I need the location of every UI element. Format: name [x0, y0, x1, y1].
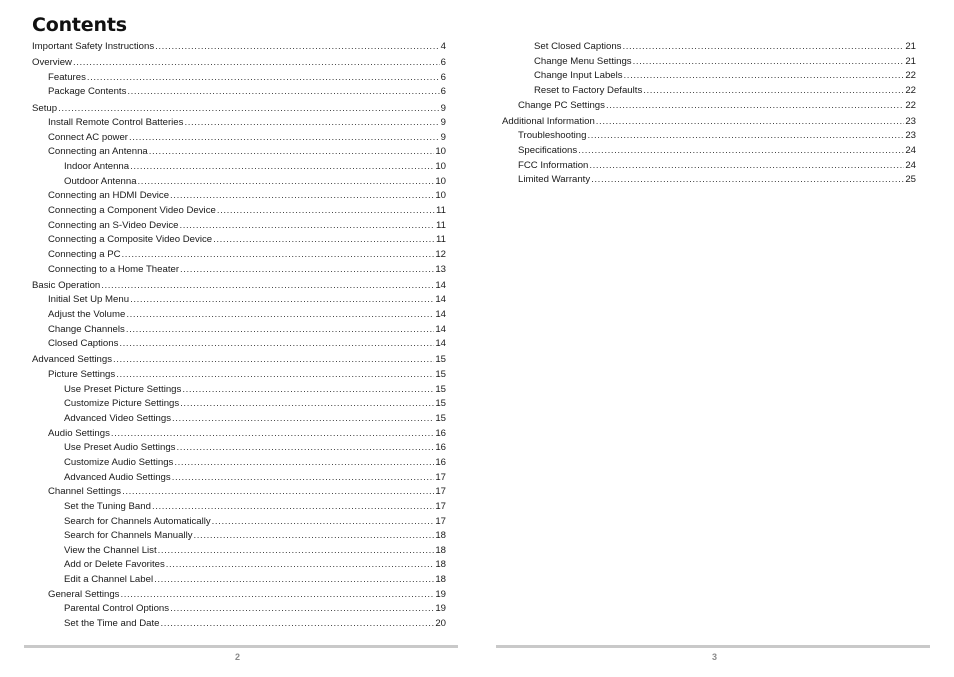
toc-entry-page: 16: [435, 442, 446, 454]
toc-right-column: [502, 40, 916, 188]
toc-entry-title: Adjust the Volume: [48, 309, 126, 321]
toc-entry[interactable]: [32, 204, 446, 219]
toc-entry-page: 9: [440, 131, 446, 143]
toc-entry-page: 6: [440, 71, 446, 83]
toc-entry[interactable]: [32, 145, 446, 160]
toc-dot-leader: [194, 529, 435, 544]
toc-entry-title: Change Channels: [48, 323, 125, 335]
toc-entry-page: 24: [905, 144, 916, 156]
toc-entry[interactable]: [32, 189, 446, 204]
toc-entry[interactable]: [32, 323, 446, 338]
toc-entry-title: Change PC Settings: [518, 99, 605, 111]
toc-dot-leader: [184, 116, 439, 131]
toc-entry-title: Advanced Video Settings: [64, 413, 172, 425]
footer-rule-left: [24, 645, 458, 648]
toc-entry[interactable]: [32, 293, 446, 308]
toc-entry[interactable]: [32, 441, 446, 456]
toc-dot-leader: [624, 69, 905, 84]
toc-entry-page: 15: [435, 398, 446, 410]
toc-dot-leader: [101, 279, 434, 294]
toc-entry-title: Initial Set Up Menu: [48, 294, 130, 306]
toc-entry[interactable]: [502, 99, 916, 114]
toc-entry-title: Specifications: [518, 144, 578, 156]
toc-entry-page: 10: [435, 146, 446, 158]
toc-entry-page: 15: [435, 383, 446, 395]
page-number-right: 3: [712, 652, 718, 662]
toc-entry-title: Add or Delete Favorites: [64, 559, 165, 571]
toc-entry-title: View the Channel List: [64, 544, 157, 556]
toc-entry[interactable]: [32, 573, 446, 588]
toc-dot-leader: [122, 485, 434, 500]
toc-entry-page: 18: [435, 544, 446, 556]
toc-entry-title: Change Menu Settings: [534, 55, 632, 67]
toc-entry-page: 10: [435, 190, 446, 202]
toc-entry-page: 17: [435, 486, 446, 498]
toc-dot-leader: [160, 617, 434, 632]
toc-entry-title: Set the Time and Date: [64, 617, 160, 629]
toc-entry-page: 11: [436, 205, 446, 217]
toc-entry[interactable]: [32, 40, 446, 55]
toc-dot-leader: [170, 189, 434, 204]
toc-entry[interactable]: [32, 175, 446, 190]
toc-entry[interactable]: [502, 159, 916, 174]
toc-entry-title: Picture Settings: [48, 369, 116, 381]
toc-entry-title: Basic Operation: [32, 279, 101, 291]
toc-dot-leader: [643, 84, 904, 99]
toc-dot-leader: [155, 40, 440, 55]
toc-entry-title: Use Preset Picture Settings: [64, 383, 182, 395]
toc-entry-page: 22: [905, 84, 916, 96]
toc-entry-title: Parental Control Options: [64, 603, 170, 615]
toc-dot-leader: [149, 145, 435, 160]
toc-entry[interactable]: [502, 40, 916, 55]
toc-dot-leader: [606, 99, 904, 114]
toc-entry-page: 14: [435, 279, 446, 291]
toc-dot-leader: [154, 573, 434, 588]
toc-entry[interactable]: [32, 456, 446, 471]
toc-dot-leader: [129, 131, 440, 146]
toc-entry[interactable]: [32, 116, 446, 131]
toc-entry-title: Reset to Factory Defaults: [534, 84, 643, 96]
toc-dot-leader: [152, 500, 434, 515]
toc-entry[interactable]: [32, 308, 446, 323]
page-number-left: 2: [235, 652, 241, 662]
toc-entry-page: 10: [435, 175, 446, 187]
toc-entry-page: 22: [905, 70, 916, 82]
toc-entry-title: Connecting a Composite Video Device: [48, 234, 213, 246]
toc-entry-title: Troubleshooting: [518, 130, 587, 142]
toc-dot-leader: [119, 337, 434, 352]
toc-entry-page: 23: [905, 115, 916, 127]
toc-entry[interactable]: [32, 544, 446, 559]
toc-dot-leader: [130, 293, 434, 308]
toc-entry[interactable]: [32, 412, 446, 427]
toc-entry[interactable]: [32, 263, 446, 278]
toc-dot-leader: [126, 323, 435, 338]
toc-dot-leader: [180, 219, 436, 234]
toc-entry[interactable]: [32, 248, 446, 263]
toc-entry[interactable]: [32, 471, 446, 486]
toc-entry[interactable]: [32, 219, 446, 234]
toc-dot-leader: [120, 588, 434, 603]
toc-entry[interactable]: [32, 485, 446, 500]
toc-entry-title: Search for Channels Manually: [64, 530, 193, 542]
toc-dot-leader: [158, 544, 435, 559]
toc-entry-page: 23: [905, 130, 916, 142]
toc-entry-title: Overview: [32, 57, 72, 69]
toc-entry[interactable]: [32, 558, 446, 573]
toc-entry-title: Package Contents: [48, 86, 127, 98]
toc-entry[interactable]: [502, 84, 916, 99]
toc-entry[interactable]: [32, 588, 446, 603]
toc-dot-leader: [180, 263, 434, 278]
toc-dot-leader: [113, 353, 434, 368]
toc-entry[interactable]: [502, 55, 916, 70]
toc-entry-page: 22: [905, 99, 916, 111]
toc-entry-page: 6: [440, 57, 446, 69]
toc-entry-title: Customize Picture Settings: [64, 398, 180, 410]
toc-entry-title: Important Safety Instructions: [32, 41, 155, 52]
toc-dot-leader: [596, 115, 905, 130]
toc-entry-title: Additional Information: [502, 115, 595, 127]
toc-dot-leader: [587, 129, 904, 144]
toc-dot-leader: [138, 175, 435, 190]
toc-entry[interactable]: [32, 427, 446, 442]
toc-dot-leader: [170, 602, 434, 617]
toc-dot-leader: [622, 40, 904, 55]
toc-entry-page: 15: [435, 369, 446, 381]
toc-entry-page: 17: [435, 500, 446, 512]
toc-entry-page: 11: [436, 219, 446, 231]
toc-dot-leader: [591, 173, 904, 188]
toc-dot-leader: [87, 71, 440, 86]
toc-dot-leader: [126, 308, 434, 323]
toc-entry[interactable]: [32, 85, 446, 100]
toc-entry[interactable]: [32, 368, 446, 383]
toc-entry[interactable]: [32, 131, 446, 146]
toc-entry-page: 24: [905, 159, 916, 171]
toc-entry-title: Advanced Audio Settings: [64, 471, 171, 483]
toc-entry-page: 9: [440, 117, 446, 129]
toc-entry-page: 9: [440, 102, 446, 114]
toc-entry[interactable]: [502, 115, 916, 130]
toc-entry-page: 4: [440, 41, 446, 52]
toc-dot-leader: [174, 456, 434, 471]
toc-entry[interactable]: [502, 129, 916, 144]
toc-entry-page: 14: [435, 294, 446, 306]
toc-entry[interactable]: [32, 602, 446, 617]
toc-entry-title: Audio Settings: [48, 427, 110, 439]
toc-dot-leader: [127, 85, 439, 100]
toc-entry[interactable]: [32, 617, 446, 632]
toc-entry-title: Closed Captions: [48, 338, 119, 350]
toc-entry-page: 20: [435, 617, 446, 629]
toc-entry-title: Channel Settings: [48, 486, 122, 498]
toc-entry-title: Connect AC power: [48, 131, 128, 143]
toc-dot-leader: [73, 56, 440, 71]
toc-dot-leader: [172, 412, 434, 427]
toc-entry-title: Connecting an S-Video Device: [48, 219, 179, 231]
toc-entry[interactable]: [32, 515, 446, 530]
toc-entry-title: Change Input Labels: [534, 70, 623, 82]
toc-entry-page: 21: [905, 41, 916, 52]
toc-entry-title: Connecting an HDMI Device: [48, 190, 170, 202]
toc-dot-leader: [122, 248, 435, 263]
toc-entry-title: Features: [48, 71, 86, 83]
toc-entry-title: Customize Audio Settings: [64, 456, 174, 468]
toc-entry-page: 18: [435, 530, 446, 542]
toc-entry-page: 19: [435, 603, 446, 615]
toc-entry-page: 10: [435, 161, 446, 173]
toc-dot-leader: [633, 55, 905, 70]
toc-entry[interactable]: [32, 337, 446, 352]
toc-entry-title: Edit a Channel Label: [64, 574, 154, 586]
toc-entry-title: FCC Information: [518, 159, 589, 171]
toc-entry-title: Connecting an Antenna: [48, 146, 148, 158]
toc-dot-leader: [172, 471, 435, 486]
toc-entry[interactable]: [32, 71, 446, 86]
toc-entry[interactable]: [502, 144, 916, 159]
footer-rule-right: [496, 645, 930, 648]
toc-entry-title: Setup: [32, 102, 58, 114]
toc-entry-title: Indoor Antenna: [64, 161, 130, 173]
toc-entry-title: General Settings: [48, 588, 120, 600]
toc-entry-page: 13: [435, 263, 446, 275]
toc-dot-leader: [116, 368, 434, 383]
toc-dot-leader: [166, 558, 435, 573]
toc-entry-title: Limited Warranty: [518, 174, 591, 186]
toc-dot-leader: [58, 102, 440, 117]
toc-left-column: [32, 40, 446, 632]
toc-entry-title: Advanced Settings: [32, 354, 113, 366]
toc-entry-title: Connecting a PC: [48, 248, 121, 260]
toc-entry-page: 15: [435, 354, 446, 366]
toc-dot-leader: [212, 515, 435, 530]
toc-dot-leader: [182, 383, 434, 398]
toc-entry-page: 11: [436, 234, 446, 246]
toc-entry[interactable]: [502, 173, 916, 188]
toc-entry-page: 17: [435, 515, 446, 527]
toc-dot-leader: [589, 159, 904, 174]
toc-entry-page: 16: [435, 427, 446, 439]
toc-entry-title: Set the Tuning Band: [64, 500, 151, 512]
toc-entry-title: Set Closed Captions: [534, 41, 622, 52]
toc-dot-leader: [213, 233, 435, 248]
toc-entry-page: 21: [905, 55, 916, 67]
toc-entry[interactable]: [32, 279, 446, 294]
toc-entry[interactable]: [32, 500, 446, 515]
toc-entry-page: 14: [435, 323, 446, 335]
toc-entry[interactable]: [32, 102, 446, 117]
toc-entry[interactable]: [32, 383, 446, 398]
toc-entry[interactable]: [32, 397, 446, 412]
toc-entry[interactable]: [32, 56, 446, 71]
toc-entry-page: 12: [435, 248, 446, 260]
contents-title: Contents: [32, 14, 127, 36]
toc-entry-page: 18: [435, 559, 446, 571]
toc-dot-leader: [578, 144, 904, 159]
toc-entry-page: 14: [435, 309, 446, 321]
toc-entry[interactable]: [32, 233, 446, 248]
toc-dot-leader: [217, 204, 435, 219]
toc-entry-title: Install Remote Control Batteries: [48, 117, 184, 129]
toc-entry-page: 17: [435, 471, 446, 483]
toc-entry-page: 19: [435, 588, 446, 600]
toc-entry[interactable]: [32, 529, 446, 544]
toc-entry-page: 14: [435, 338, 446, 350]
toc-entry[interactable]: [502, 69, 916, 84]
toc-entry-title: Use Preset Audio Settings: [64, 442, 176, 454]
toc-entry-page: 18: [435, 574, 446, 586]
toc-dot-leader: [180, 397, 434, 412]
toc-dot-leader: [130, 160, 434, 175]
toc-entry-page: 6: [440, 86, 446, 98]
toc-entry[interactable]: [32, 353, 446, 368]
toc-entry-page: 25: [905, 174, 916, 186]
toc-dot-leader: [111, 427, 434, 442]
toc-entry-title: Connecting a Component Video Device: [48, 205, 216, 217]
toc-entry-title: Search for Channels Automatically: [64, 515, 211, 527]
toc-entry-title: Outdoor Antenna: [64, 175, 137, 187]
toc-entry[interactable]: [32, 160, 446, 175]
toc-entry-page: 15: [435, 413, 446, 425]
toc-entry-page: 16: [435, 456, 446, 468]
toc-dot-leader: [176, 441, 434, 456]
toc-entry-title: Connecting to a Home Theater: [48, 263, 180, 275]
